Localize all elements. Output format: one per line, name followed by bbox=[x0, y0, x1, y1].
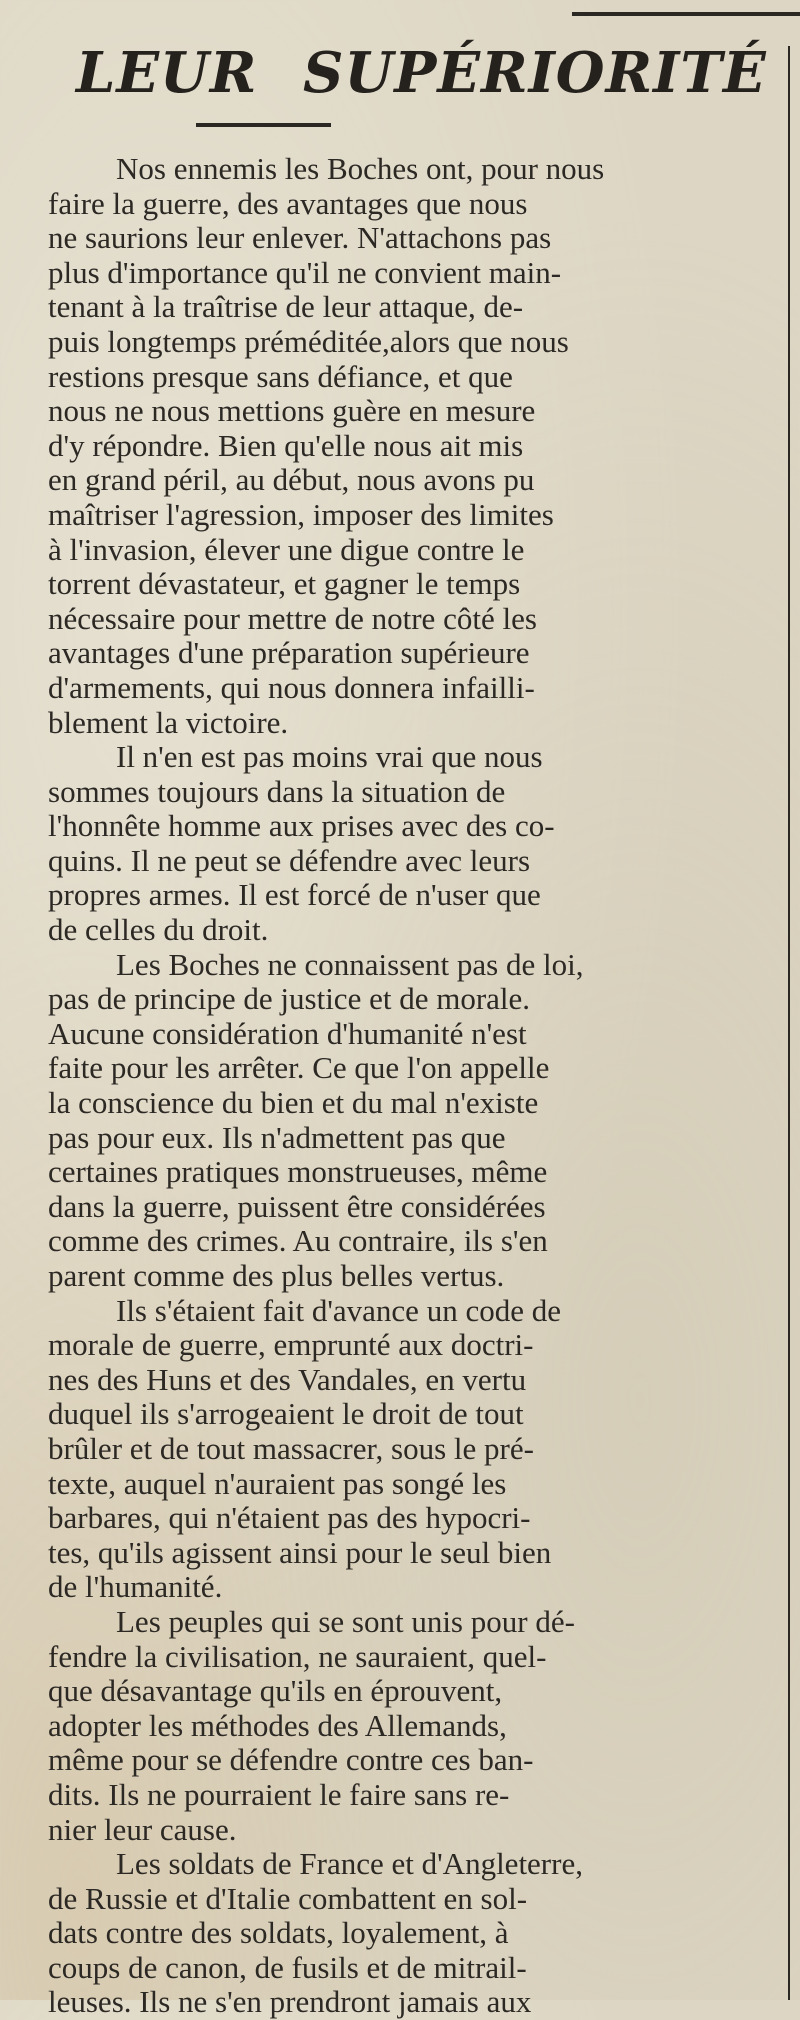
text-line: nier leur cause. bbox=[48, 1811, 237, 1847]
text-line: leuses. Ils ne s'en prendront jamais aux bbox=[48, 1984, 532, 2020]
text-line: Les soldats de France et d'Angleterre, bbox=[116, 1846, 583, 1882]
text-line: la conscience du bien et du mal n'existe bbox=[48, 1085, 539, 1121]
text-line: de celles du droit. bbox=[48, 912, 269, 948]
text-line: Nos ennemis les Boches ont, pour nous bbox=[116, 151, 605, 186]
headline-word-2: SUPÉRIORITÉ bbox=[303, 40, 767, 106]
text-line: dits. Ils ne pourraient le faire sans re- bbox=[48, 1776, 510, 1812]
paragraph bbox=[48, 740, 765, 948]
text-line: Les Boches ne connaissent pas de loi, bbox=[116, 946, 584, 982]
paragraph bbox=[48, 1605, 765, 1847]
text-line: certaines pratiques monstrueuses, même bbox=[48, 1154, 548, 1190]
text-line: pas pour eux. Ils n'admettent pas que bbox=[48, 1119, 506, 1155]
text-line: brûler et de tout massacrer, sous le pré- bbox=[48, 1430, 534, 1466]
text-line: puis longtemps préméditée,alors que nous bbox=[48, 323, 569, 359]
text-line: fendre la civilisation, ne sauraient, quel- bbox=[48, 1638, 547, 1674]
text-line: texte, auquel n'auraient pas songé les bbox=[48, 1465, 507, 1501]
text-line: coups de canon, de fusils et de mitrail- bbox=[48, 1949, 527, 1985]
text-line: Aucune considération d'humanité n'est bbox=[48, 1015, 527, 1051]
text-line: parent comme des plus belles vertus. bbox=[48, 1258, 505, 1293]
text-line: d'y répondre. Bien qu'elle nous ait mis bbox=[48, 427, 524, 463]
paragraph bbox=[48, 152, 765, 740]
text-line: à l'invasion, élever une digue contre le bbox=[48, 531, 525, 567]
text-line: sommes toujours dans la situation de bbox=[48, 773, 506, 809]
text-line: avantages d'une préparation supérieure bbox=[48, 635, 530, 671]
text-line: nécessaire pour mettre de notre côté les bbox=[48, 600, 537, 636]
text-line: faite pour les arrêter. Ce que l'on appelle bbox=[48, 1050, 550, 1086]
text-line: Il n'en est pas moins vrai que nous bbox=[116, 739, 543, 775]
text-line: duquel ils s'arrogeaient le droit de tout bbox=[48, 1396, 524, 1432]
paragraph bbox=[48, 948, 765, 1294]
text-line: restions presque sans défiance, et que bbox=[48, 358, 513, 394]
column-rule-divider bbox=[788, 46, 790, 2000]
text-line: quins. Il ne peut se défendre avec leurs bbox=[48, 842, 531, 878]
text-line: comme des crimes. Au contraire, ils s'en bbox=[48, 1223, 548, 1259]
text-line: en grand péril, au début, nous avons pu bbox=[48, 462, 535, 498]
headline-underline bbox=[196, 123, 331, 127]
text-line: d'armements, qui nous donnera infailli- bbox=[48, 669, 535, 705]
text-line: morale de guerre, emprunté aux doctri- bbox=[48, 1327, 534, 1363]
text-line: barbares, qui n'étaient pas des hypocri- bbox=[48, 1500, 531, 1536]
text-line: tes, qu'ils agissent ainsi pour le seul bien bbox=[48, 1534, 552, 1570]
text-line: dans la guerre, puissent être considérées bbox=[48, 1188, 546, 1224]
text-line: nes des Huns et des Vandales, en vertu bbox=[48, 1361, 527, 1397]
text-line: torrent dévastateur, et gagner le temps bbox=[48, 566, 521, 602]
text-line: adopter les méthodes des Allemands, bbox=[48, 1707, 507, 1743]
text-line: l'honnête homme aux prises avec des co- bbox=[48, 808, 555, 844]
paragraph bbox=[48, 1847, 765, 2020]
paragraph bbox=[48, 1294, 765, 1605]
text-line: maîtriser l'agression, imposer des limites bbox=[48, 496, 554, 532]
text-line: que désavantage qu'ils en éprouvent, bbox=[48, 1673, 503, 1709]
text-line: plus d'importance qu'il ne convient main- bbox=[48, 254, 562, 290]
text-line: tenant à la traîtrise de leur attaque, de- bbox=[48, 289, 524, 325]
text-line: même pour se défendre contre ces ban- bbox=[48, 1742, 534, 1778]
text-line: blement la victoire. bbox=[48, 704, 289, 740]
text-line: Ils s'étaient fait d'avance un code de bbox=[116, 1292, 561, 1328]
top-rule-divider bbox=[572, 12, 800, 16]
text-line: nous ne nous mettions guère en mesure bbox=[48, 393, 536, 429]
text-line: Les peuples qui se sont unis pour dé- bbox=[116, 1603, 575, 1639]
text-line: faire la guerre, des avantages que nous bbox=[48, 185, 528, 221]
text-line: propres armes. Il est forcé de n'user que bbox=[48, 877, 541, 913]
text-line: de Russie et d'Italie combattent en sol- bbox=[48, 1880, 528, 1916]
text-line: dats contre des soldats, loyalement, à bbox=[48, 1915, 509, 1951]
text-line: pas de principe de justice et de morale. bbox=[48, 981, 531, 1017]
article-body bbox=[48, 152, 765, 2020]
headline-word-1: LEUR bbox=[76, 40, 258, 106]
text-line: de l'humanité. bbox=[48, 1569, 223, 1605]
text-line: ne saurions leur enlever. N'attachons pas bbox=[48, 220, 552, 256]
